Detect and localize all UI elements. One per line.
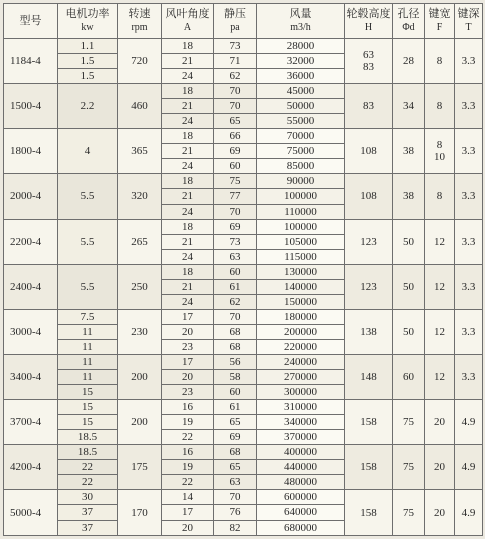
- header-hub-height-unit: H: [364, 22, 373, 33]
- volume-cell: 150000: [257, 294, 345, 309]
- bore-cell: 50: [393, 264, 425, 309]
- pressure-cell: 61: [214, 279, 257, 294]
- pressure-cell: 69: [214, 219, 257, 234]
- header-hub-height: [345, 4, 393, 39]
- header-power-label: 电机功率: [65, 8, 110, 20]
- pressure-cell: 69: [214, 144, 257, 159]
- header-power-unit: kw: [81, 22, 94, 33]
- volume-cell: 300000: [257, 385, 345, 400]
- key-depth-cell: 3.3: [455, 264, 483, 309]
- angle-cell: 17: [162, 309, 214, 324]
- power-cell: 5.5: [58, 174, 118, 219]
- rpm-cell: 265: [118, 219, 162, 264]
- model-cell: 3700-4: [4, 400, 58, 445]
- bore-cell: 34: [393, 84, 425, 129]
- key-depth-cell: 4.9: [455, 445, 483, 490]
- key-width-cell: [425, 490, 455, 536]
- angle-cell: 17: [162, 354, 214, 369]
- hub-height-cell-value: 158: [360, 506, 377, 519]
- table-row: [4, 309, 483, 324]
- hub-height-cell-value: 158: [360, 416, 377, 429]
- hub-height-cell: [345, 264, 393, 309]
- table-row: [4, 264, 483, 279]
- volume-cell: 85000: [257, 159, 345, 174]
- key-width-cell-value: 20: [434, 506, 445, 519]
- header-bore: [393, 4, 425, 39]
- hub-height-cell: [345, 400, 393, 445]
- volume-cell: 640000: [257, 505, 345, 520]
- angle-cell: 21: [162, 99, 214, 114]
- pressure-cell: 70: [214, 204, 257, 219]
- volume-cell: 480000: [257, 475, 345, 490]
- hub-height-cell: [345, 354, 393, 399]
- key-width-cell: [425, 129, 455, 174]
- volume-cell: 140000: [257, 279, 345, 294]
- hub-height-cell: [345, 174, 393, 219]
- pressure-cell: 69: [214, 430, 257, 445]
- power-cell: 5.5: [58, 264, 118, 309]
- header-key-depth-unit: T: [465, 22, 472, 33]
- angle-cell: 21: [162, 279, 214, 294]
- bore-cell: 50: [393, 309, 425, 354]
- hub-height-cell-value: 63: [363, 49, 374, 62]
- angle-cell: 18: [162, 264, 214, 279]
- pressure-cell: 70: [214, 490, 257, 505]
- angle-cell: 24: [162, 204, 214, 219]
- pressure-cell: 73: [214, 234, 257, 249]
- pressure-cell: 65: [214, 415, 257, 430]
- table-row: [4, 84, 483, 99]
- header-air-volume-label: 风量: [289, 8, 312, 20]
- volume-cell: 100000: [257, 189, 345, 204]
- table-row: [4, 354, 483, 369]
- model-cell: 2000-4: [4, 174, 58, 219]
- angle-cell: 23: [162, 385, 214, 400]
- angle-cell: 24: [162, 69, 214, 84]
- volume-cell: 310000: [257, 400, 345, 415]
- key-depth-cell: 3.3: [455, 84, 483, 129]
- header-air-volume-unit: m3/h: [290, 22, 311, 33]
- pressure-cell: 62: [214, 69, 257, 84]
- volume-cell: 200000: [257, 324, 345, 339]
- pressure-cell: 70: [214, 309, 257, 324]
- volume-cell: 270000: [257, 370, 345, 385]
- header-key-width-label: 键宽: [428, 8, 451, 20]
- angle-cell: 21: [162, 234, 214, 249]
- power-cell: 22: [58, 475, 118, 490]
- key-depth-cell: 4.9: [455, 490, 483, 536]
- angle-cell: 17: [162, 505, 214, 520]
- header-rpm-unit: rpm: [131, 22, 148, 33]
- hub-height-cell-value: 83: [363, 61, 374, 74]
- table-row: [4, 219, 483, 234]
- rpm-cell: 720: [118, 39, 162, 84]
- model-cell: 1184-4: [4, 39, 58, 84]
- volume-cell: 180000: [257, 309, 345, 324]
- angle-cell: 22: [162, 430, 214, 445]
- key-width-cell-value: 12: [434, 371, 445, 384]
- hub-height-cell-value: 108: [360, 145, 377, 158]
- key-width-cell-value: 8: [436, 100, 443, 113]
- pressure-cell: 68: [214, 339, 257, 354]
- angle-cell: 20: [162, 520, 214, 536]
- pressure-cell: 82: [214, 520, 257, 536]
- power-cell: 11: [58, 354, 118, 369]
- header-model-label: 型号: [19, 14, 42, 27]
- key-width-cell-value: 12: [434, 325, 445, 338]
- power-cell: 30: [58, 490, 118, 505]
- power-cell: 15: [58, 415, 118, 430]
- pressure-cell: 66: [214, 129, 257, 144]
- key-width-cell: [425, 264, 455, 309]
- header-key-width: [425, 4, 455, 39]
- angle-cell: 21: [162, 144, 214, 159]
- key-width-cell: [425, 354, 455, 399]
- hub-height-cell-value: 123: [360, 280, 377, 293]
- header-row: [4, 4, 483, 39]
- angle-cell: 16: [162, 400, 214, 415]
- table-row: [4, 400, 483, 415]
- hub-height-cell-value: 158: [360, 461, 377, 474]
- bore-cell: 75: [393, 445, 425, 490]
- pressure-cell: 77: [214, 189, 257, 204]
- header-key-width-unit: F: [436, 22, 443, 33]
- rpm-cell: 460: [118, 84, 162, 129]
- angle-cell: 18: [162, 84, 214, 99]
- key-width-cell: [425, 39, 455, 84]
- volume-cell: 55000: [257, 114, 345, 129]
- volume-cell: 45000: [257, 84, 345, 99]
- bore-cell: 75: [393, 400, 425, 445]
- volume-cell: 400000: [257, 445, 345, 460]
- key-width-cell-value: 8: [436, 139, 443, 152]
- rpm-cell: 200: [118, 400, 162, 445]
- header-rpm-label: 转速: [128, 8, 151, 20]
- hub-height-cell-value: 138: [360, 325, 377, 338]
- rpm-cell: 365: [118, 129, 162, 174]
- volume-cell: 220000: [257, 339, 345, 354]
- model-cell: 4200-4: [4, 445, 58, 490]
- model-cell: 1800-4: [4, 129, 58, 174]
- header-key-depth-label: 键深: [457, 8, 480, 20]
- key-width-cell: [425, 174, 455, 219]
- volume-cell: 110000: [257, 204, 345, 219]
- pressure-cell: 63: [214, 475, 257, 490]
- angle-cell: 21: [162, 54, 214, 69]
- angle-cell: 20: [162, 324, 214, 339]
- pressure-cell: 60: [214, 385, 257, 400]
- key-width-cell: [425, 445, 455, 490]
- bore-cell: 75: [393, 490, 425, 536]
- table-row: [4, 490, 483, 505]
- key-width-cell: [425, 84, 455, 129]
- power-cell: 5.5: [58, 219, 118, 264]
- table-row: [4, 445, 483, 460]
- rpm-cell: 250: [118, 264, 162, 309]
- header-static-pressure-unit: pa: [230, 22, 240, 33]
- pressure-cell: 60: [214, 159, 257, 174]
- power-cell: 11: [58, 370, 118, 385]
- volume-cell: 75000: [257, 144, 345, 159]
- bore-cell: 38: [393, 174, 425, 219]
- pressure-cell: 75: [214, 174, 257, 189]
- key-depth-cell: 3.3: [455, 354, 483, 399]
- hub-height-cell-value: 83: [363, 100, 374, 113]
- angle-cell: 14: [162, 490, 214, 505]
- power-cell: 1.5: [58, 54, 118, 69]
- key-width-cell-value: 10: [434, 151, 445, 164]
- rpm-cell: 175: [118, 445, 162, 490]
- key-depth-cell: 3.3: [455, 219, 483, 264]
- key-width-cell-value: 8: [436, 55, 443, 68]
- angle-cell: 20: [162, 370, 214, 385]
- key-depth-cell: 3.3: [455, 129, 483, 174]
- angle-cell: 16: [162, 445, 214, 460]
- model-cell: 3000-4: [4, 309, 58, 354]
- volume-cell: 600000: [257, 490, 345, 505]
- key-depth-cell: 3.3: [455, 309, 483, 354]
- angle-cell: 24: [162, 114, 214, 129]
- power-cell: 7.5: [58, 309, 118, 324]
- angle-cell: 22: [162, 475, 214, 490]
- volume-cell: 440000: [257, 460, 345, 475]
- pressure-cell: 60: [214, 264, 257, 279]
- volume-cell: 90000: [257, 174, 345, 189]
- header-hub-height-label: 轮毂高度: [346, 8, 391, 20]
- angle-cell: 24: [162, 294, 214, 309]
- key-depth-cell: 3.3: [455, 174, 483, 219]
- angle-cell: 19: [162, 415, 214, 430]
- power-cell: 11: [58, 339, 118, 354]
- header-bore-label: 孔径: [397, 8, 420, 20]
- power-cell: 18.5: [58, 430, 118, 445]
- angle-cell: 18: [162, 129, 214, 144]
- volume-cell: 680000: [257, 520, 345, 536]
- key-width-cell: [425, 309, 455, 354]
- model-cell: 1500-4: [4, 84, 58, 129]
- model-cell: 2400-4: [4, 264, 58, 309]
- header-key-depth: [455, 4, 483, 39]
- key-depth-cell: 4.9: [455, 400, 483, 445]
- rpm-cell: 230: [118, 309, 162, 354]
- pressure-cell: 61: [214, 400, 257, 415]
- pressure-cell: 65: [214, 460, 257, 475]
- hub-height-cell: [345, 84, 393, 129]
- pressure-cell: 73: [214, 39, 257, 54]
- power-cell: 1.1: [58, 39, 118, 54]
- angle-cell: 23: [162, 339, 214, 354]
- hub-height-cell: [345, 129, 393, 174]
- angle-cell: 24: [162, 159, 214, 174]
- power-cell: 1.5: [58, 69, 118, 84]
- power-cell: 11: [58, 324, 118, 339]
- power-cell: 37: [58, 505, 118, 520]
- header-blade-angle-unit: A: [183, 22, 192, 33]
- volume-cell: 240000: [257, 354, 345, 369]
- key-width-cell-value: 20: [434, 416, 445, 429]
- bore-cell: 60: [393, 354, 425, 399]
- model-cell: 2200-4: [4, 219, 58, 264]
- rpm-cell: 320: [118, 174, 162, 219]
- pressure-cell: 58: [214, 370, 257, 385]
- hub-height-cell-value: 123: [360, 235, 377, 248]
- header-static-pressure: [214, 4, 257, 39]
- pressure-cell: 68: [214, 445, 257, 460]
- rpm-cell: 170: [118, 490, 162, 536]
- power-cell: 37: [58, 520, 118, 536]
- model-cell: 5000-4: [4, 490, 58, 536]
- angle-cell: 18: [162, 174, 214, 189]
- angle-cell: 24: [162, 249, 214, 264]
- volume-cell: 36000: [257, 69, 345, 84]
- volume-cell: 50000: [257, 99, 345, 114]
- volume-cell: 340000: [257, 415, 345, 430]
- angle-cell: 19: [162, 460, 214, 475]
- power-cell: 2.2: [58, 84, 118, 129]
- header-static-pressure-label: 静压: [224, 8, 246, 20]
- header-air-volume: [257, 4, 345, 39]
- table-row: [4, 39, 483, 54]
- volume-cell: 105000: [257, 234, 345, 249]
- fan-spec-table: [3, 3, 483, 536]
- volume-cell: 70000: [257, 129, 345, 144]
- header-blade-angle: [162, 4, 214, 39]
- power-cell: 15: [58, 385, 118, 400]
- bore-cell: 28: [393, 39, 425, 84]
- hub-height-cell: [345, 309, 393, 354]
- angle-cell: 21: [162, 189, 214, 204]
- pressure-cell: 70: [214, 99, 257, 114]
- volume-cell: 100000: [257, 219, 345, 234]
- power-cell: 18.5: [58, 445, 118, 460]
- volume-cell: 115000: [257, 249, 345, 264]
- volume-cell: 28000: [257, 39, 345, 54]
- pressure-cell: 68: [214, 324, 257, 339]
- volume-cell: 370000: [257, 430, 345, 445]
- table-row: [4, 174, 483, 189]
- power-cell: 22: [58, 460, 118, 475]
- header-rpm: [118, 4, 162, 39]
- angle-cell: 18: [162, 219, 214, 234]
- key-width-cell-value: 8: [436, 190, 443, 203]
- table-body: [4, 39, 483, 536]
- pressure-cell: 63: [214, 249, 257, 264]
- volume-cell: 32000: [257, 54, 345, 69]
- hub-height-cell: [345, 445, 393, 490]
- key-width-cell-value: 20: [434, 461, 445, 474]
- pressure-cell: 76: [214, 505, 257, 520]
- power-cell: 15: [58, 400, 118, 415]
- key-width-cell-value: 12: [434, 235, 445, 248]
- pressure-cell: 70: [214, 84, 257, 99]
- pressure-cell: 71: [214, 54, 257, 69]
- key-depth-cell: 3.3: [455, 39, 483, 84]
- header-bore-unit: Φd: [402, 22, 415, 33]
- pressure-cell: 56: [214, 354, 257, 369]
- hub-height-cell: [345, 219, 393, 264]
- table-row: [4, 129, 483, 144]
- pressure-cell: 65: [214, 114, 257, 129]
- header-model: [4, 4, 58, 39]
- hub-height-cell-value: 108: [360, 190, 377, 203]
- hub-height-cell-value: 148: [360, 371, 377, 384]
- key-width-cell-value: 12: [434, 280, 445, 293]
- model-cell: 3400-4: [4, 354, 58, 399]
- key-width-cell: [425, 400, 455, 445]
- power-cell: 4: [58, 129, 118, 174]
- hub-height-cell: [345, 39, 393, 84]
- hub-height-cell: [345, 490, 393, 536]
- header-blade-angle-label: 风叶角度: [165, 8, 210, 20]
- pressure-cell: 62: [214, 294, 257, 309]
- rpm-cell: 200: [118, 354, 162, 399]
- bore-cell: 38: [393, 129, 425, 174]
- key-width-cell: [425, 219, 455, 264]
- angle-cell: 18: [162, 39, 214, 54]
- volume-cell: 130000: [257, 264, 345, 279]
- header-power: [58, 4, 118, 39]
- bore-cell: 50: [393, 219, 425, 264]
